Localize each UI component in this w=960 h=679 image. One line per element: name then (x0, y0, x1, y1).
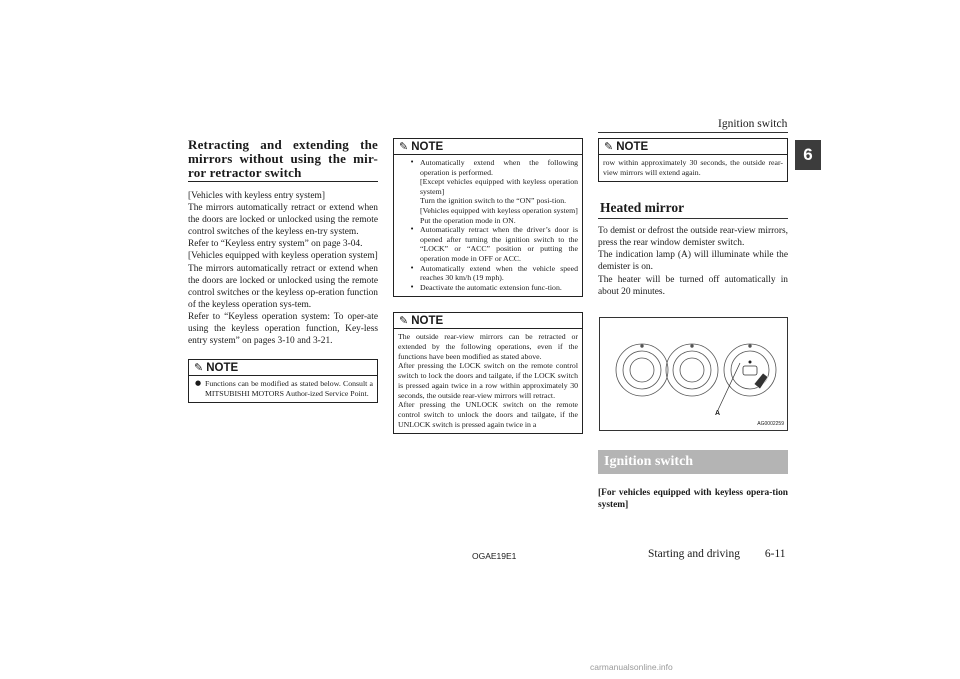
note-body (189, 376, 377, 402)
heated-body (598, 225, 788, 298)
watermark: carmanualsonline.info (590, 662, 673, 672)
note-header (394, 139, 582, 155)
note-header (599, 139, 787, 155)
note-label: NOTE (411, 140, 444, 153)
callout-label: A (715, 409, 721, 417)
knob-right (724, 344, 776, 396)
note-label: NOTE (616, 140, 649, 153)
note-line: Automatically extend when the vehicle speed reaches 30 km/h (19 mph). (420, 263, 578, 283)
paragraph: To demist or defrost the outside rear-view mirrors, press the rear window demister switch. (598, 226, 788, 249)
note-paragraph: After pressing the LOCK switch on the remote control switch to lock the doors and tailgate, if the LOCK switch is pressed again twice in a row within approximately 30 seconds, the outside rear-view mirrors will retract. (398, 361, 578, 400)
bullet-icon: • (410, 225, 415, 234)
bullet-icon: • (410, 282, 415, 291)
right-column (598, 138, 788, 511)
paragraph: Refer to “Keyless operation system: To oper-ate using the keyless operation function, Key-less entry system” on pages 3-10 and 3-21. (188, 311, 378, 347)
knob-left (616, 344, 668, 396)
note-body (394, 329, 582, 433)
bullet-icon: • (410, 158, 415, 166)
header-rule (598, 132, 788, 133)
note-header (189, 360, 377, 376)
note-line: [Vehicles equipped with keyless operation system] (420, 205, 578, 215)
ignition-subheading: [For vehicles equipped with keyless opera-tion system] (598, 487, 788, 510)
note-box (188, 359, 378, 403)
bullet-icon: ● (195, 379, 202, 388)
callout-line (718, 363, 740, 410)
section-heading-ignition-switch (598, 450, 788, 474)
footer-section (648, 548, 786, 560)
note-text: row within approximately 30 seconds, the outside rear-view mirrors will extend again. (603, 158, 783, 177)
bullet-icon: • (410, 263, 415, 272)
note-label: NOTE (411, 314, 444, 327)
indicator-lamp (749, 360, 752, 363)
note-line: Automatically retract when the driver’s door is opened after turning the ignition switch to the “LOCK” or “ACC” position or putting the operation mode in OFF or ACC. (420, 225, 578, 263)
footer-page-number: 6-11 (764, 548, 786, 560)
knob-center (666, 344, 718, 396)
note-label: NOTE (206, 361, 239, 374)
figure-code: AG0002259 (757, 420, 784, 427)
section-heading-retracting: Retracting and extending the mirrors without using the mir-ror retractor switch (188, 137, 378, 180)
paragraph: The indication lamp (A) will illuminate while the demister is on. (598, 250, 788, 273)
note-box (393, 312, 583, 434)
pencil-icon: ✎ (399, 314, 409, 328)
note-text: Functions can be modified as stated below. Consult a MITSUBISHI MOTORS Author-ized Service Point. (205, 379, 373, 398)
note-header (394, 313, 582, 329)
list-item (408, 225, 578, 263)
list-item (408, 158, 578, 225)
document-code: OGAE19E1 (472, 551, 517, 561)
switch-panel-illustration (600, 318, 787, 430)
list-item (408, 264, 578, 283)
running-header: Ignition switch (718, 118, 788, 130)
paragraph: The heater will be turned off automatically in about 20 minutes. (598, 274, 788, 297)
note-paragraph: The outside rear-view mirrors can be retracted or extended by the following operations, even if the functions have been modified as stated above. (398, 332, 578, 361)
pencil-icon: ✎ (194, 361, 204, 375)
note-box (393, 138, 583, 297)
left-column (188, 138, 378, 403)
note-line: Put the operation mode in ON. (420, 215, 516, 225)
middle-column (393, 138, 583, 434)
note-paragraph: After pressing the UNLOCK switch on the remote control switch to unlock the doors and tailgate, if the UNLOCK switch is pressed again twice in a (398, 400, 578, 429)
footer-section-name: Starting and driving (648, 548, 740, 560)
chapter-tab: 6 (795, 140, 821, 170)
heated-heading-text: Heated mirror (600, 200, 685, 216)
note-line: Automatically extend when the following operation is performed. (420, 158, 578, 177)
pencil-icon: ✎ (604, 140, 614, 153)
ignition-heading-text: Ignition switch (604, 453, 694, 469)
section-heading-heated-mirror (598, 192, 788, 219)
paragraph: The mirrors automatically retract or extend when the doors are locked or unlocked using the remote control switches of the keyless en-try system. (188, 203, 378, 238)
figure-demister-switch (599, 317, 788, 431)
paragraph: [Vehicles equipped with keyless operation system] (188, 251, 378, 262)
note-body (599, 155, 787, 181)
paragraph: [Vehicles with keyless entry system] (188, 191, 325, 201)
paragraph: The mirrors automatically retract or extend when the doors are locked or unlocked using the remote control switches or the keyless op-eration function of the keyless operation sys-tem. (188, 263, 378, 310)
list-item (193, 379, 373, 398)
note-line: Deactivate the automatic extension func-tion. (420, 282, 562, 292)
pencil-icon: ✎ (399, 140, 409, 153)
note-box (598, 138, 788, 182)
note-body (394, 155, 582, 296)
list-item (408, 283, 578, 293)
note-line: Turn the ignition switch to the “ON” posi-tion. (420, 196, 567, 206)
paragraph: Refer to “Keyless entry system” on page 3-04. (188, 239, 363, 250)
note-line: [Except vehicles equipped with keyless operation system] (420, 177, 578, 196)
